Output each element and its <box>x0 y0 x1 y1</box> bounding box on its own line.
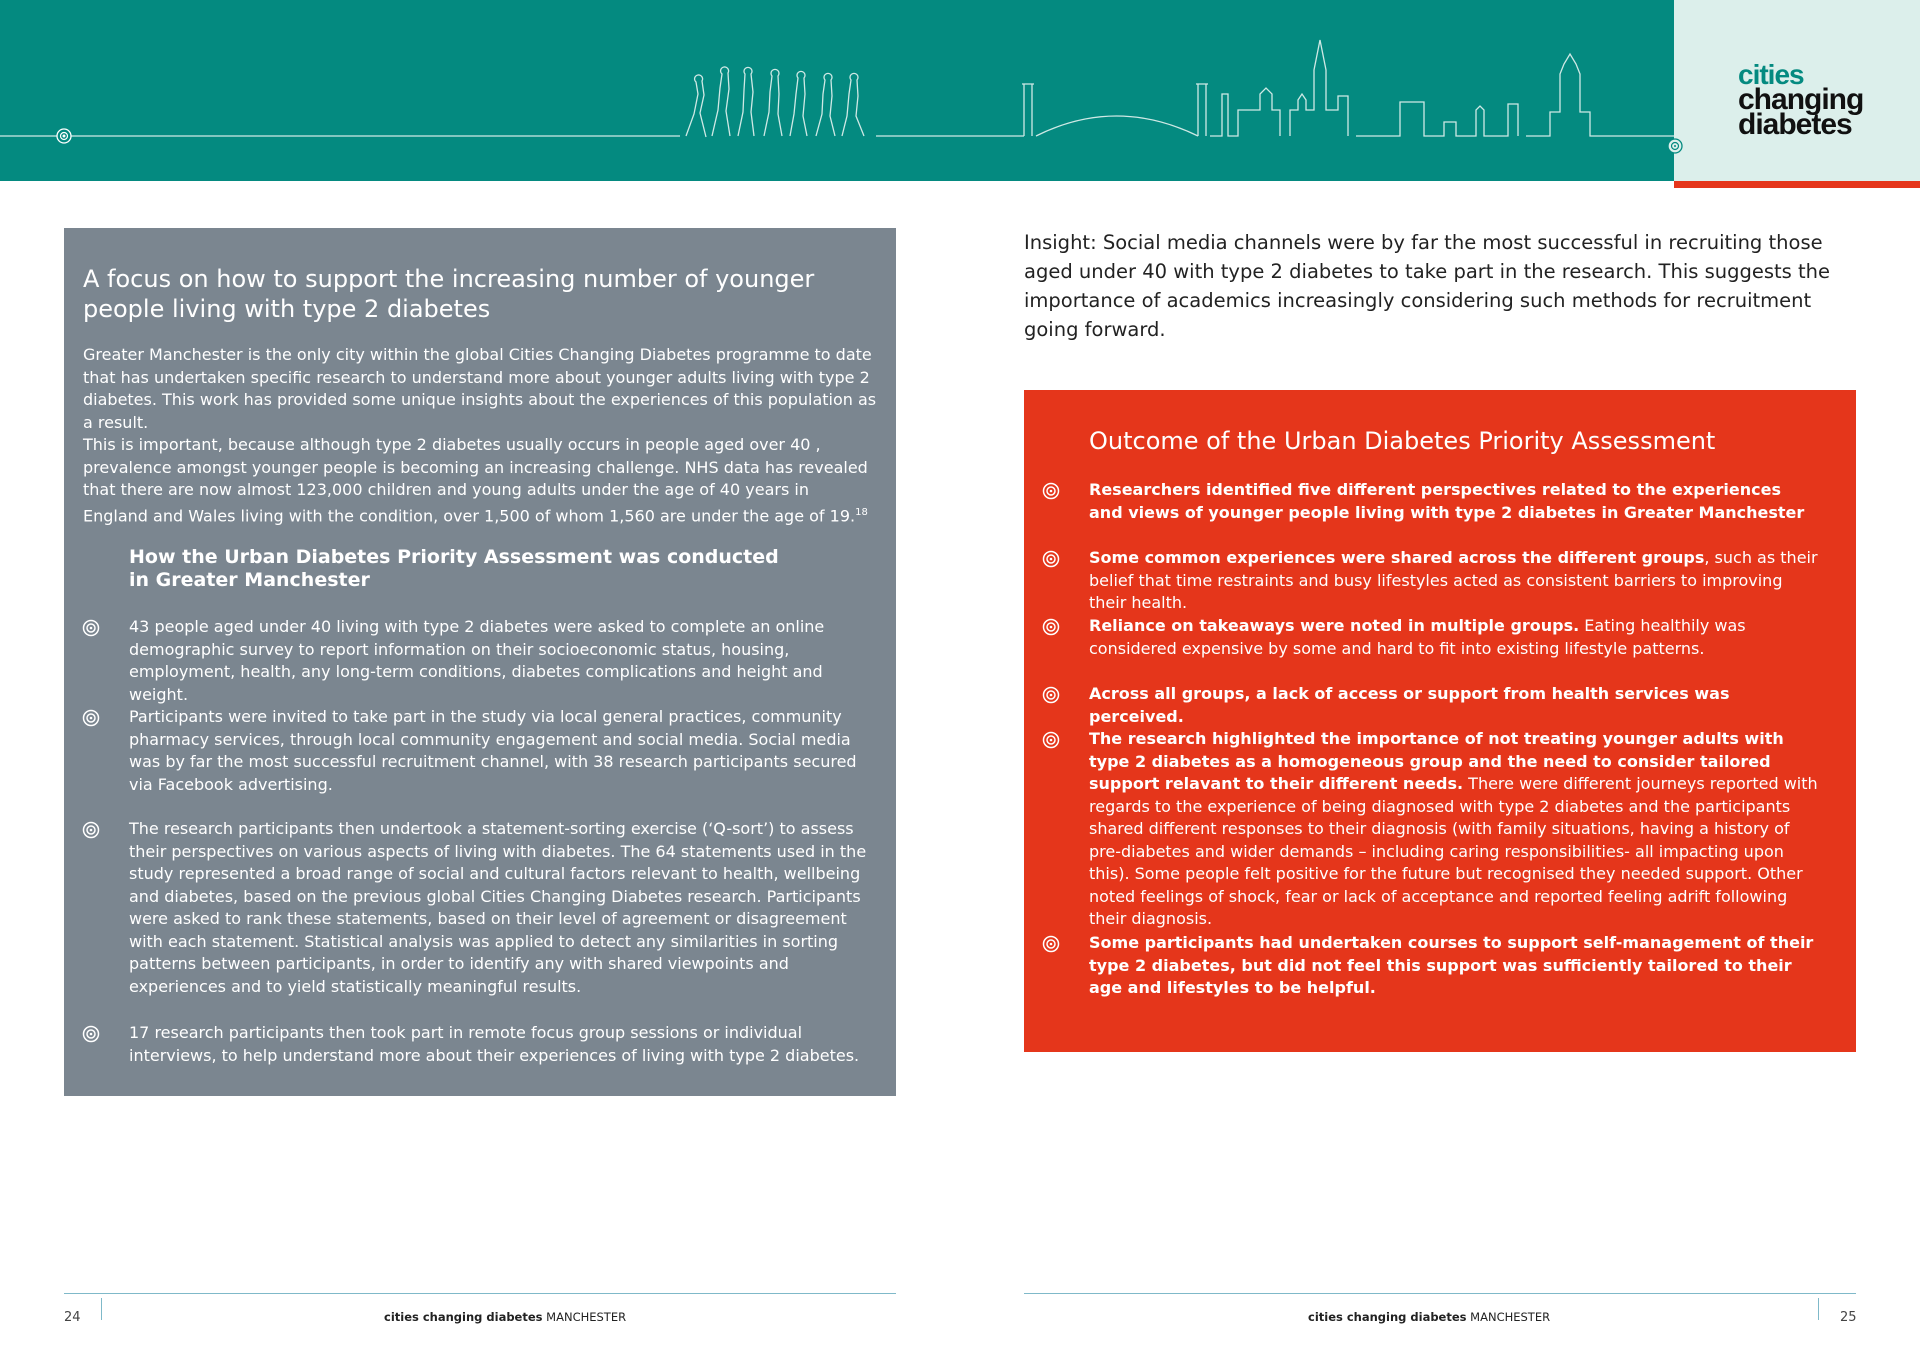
method-bullet: Participants were invited to take part in the study via local general practices, community pharmacy services, through local community engagement and social media. Social media was by far the most successful recruitment channel, with 38 research participants secured via Facebook advertising. <box>129 707 857 794</box>
intro-paragraph: Greater Manchester is the only city within the global Cities Changing Diabetes programme to date that has undertaken specific research to understand more about younger adults living with type 2 diabetes. This work has provided some unique insights about the experiences of this population as a result. <box>83 345 877 432</box>
target-bullet-icon <box>82 821 100 839</box>
target-bullet-icon <box>1042 686 1060 704</box>
outcome-item-bold: Some participants had undertaken courses to support self-management of their type 2 diabetes, but did not feel this support was sufficiently tailored to their age and lifestyles to be helpful. <box>1089 933 1814 997</box>
outcome-item-bold: The research highlighted the importance of not treating younger adults with type 2 diabetes as a homogeneous group and the need to consider tailored support relavant to their different needs. <box>1089 729 1784 793</box>
logo-line-cities: cities <box>1738 59 1804 90</box>
panel-heading: A focus on how to support the increasing number of younger people living with type 2 diabetes <box>83 265 815 323</box>
outcome-panel <box>1024 390 1856 1052</box>
prevalence-paragraph <box>83 434 878 527</box>
outcome-item-bold: Reliance on takeaways were noted in multiple groups. <box>1089 616 1580 635</box>
target-bullet-icon <box>1042 731 1060 749</box>
outcome-item <box>1089 932 1819 1000</box>
logo-accent-bar <box>1674 181 1920 188</box>
outcome-item-text: There were different journeys reported with regards to the experience of being diagnosed with type 2 diabetes and the participants shared different responses to their diagnosis (with family situations, having a history of pre-diabetes and wider demands – including caring responsibilities- all impacting upon this). Some people felt positive for the future but recognised they needed support. Other noted feelings of shock, fear or lack of acceptance and reported feeling adrift following their diagnosis. <box>1089 774 1818 928</box>
target-bullet-icon <box>1042 550 1060 568</box>
outcome-item-bold: Researchers identified five different perspectives related to the experiences and views of younger people living with type 2 diabetes in Greater Manchester <box>1089 480 1805 522</box>
outcome-item <box>1089 547 1819 615</box>
insight-statement: Insight: Social media channels were by far the most successful in recruiting those aged under 40 with type 2 diabetes to take part in the research. This suggests the importance of academics increasingly considering such methods for recruitment going forward. <box>1024 231 1831 341</box>
target-bullet-icon <box>1042 935 1060 953</box>
outcome-item <box>1089 683 1819 728</box>
method-bullet: 17 research participants then took part in remote focus group sessions or individual interviews, to help understand more about their experiences of living with type 2 diabetes. <box>129 1023 860 1065</box>
footer-rule-right <box>1024 1293 1856 1294</box>
outcome-heading: Outcome of the Urban Diabetes Priority Assessment <box>1089 427 1716 455</box>
method-bullet: The research participants then undertook a statement-sorting exercise (‘Q-sort’) to assess their perspectives on various aspects of living with diabetes. The 64 statements used in the study represented a broad range of social and cultural factors relevant to health, wellbeing and diabetes, based on the previous global Cities Changing Diabetes research. Participants were asked to rank these statements, based on their level of agreement or disagreement with each statement. Statistical analysis was applied to detect any similarities in sorting patterns between participants, in order to identify any with shared viewpoints and experiences and to yield statistically meaningful results. <box>129 819 867 996</box>
target-bullet-icon <box>1042 482 1060 500</box>
footer-brand-name: cities changing diabetes <box>384 1310 543 1324</box>
outcome-item <box>1089 615 1819 660</box>
footer-brand-left <box>384 1310 626 1324</box>
walking-people-icon <box>686 67 864 137</box>
prevalence-text: This is important, because although type 2 diabetes usually occurs in people aged over 40 , prevalence amongst younger people is becoming an increasing challenge. NHS data has revealed that there are now almost 123,000 children and young adults under the age of 40 years in England and Wales living with the condition, over 1,500 of whom 1,560 are under the age of 19. <box>83 435 868 525</box>
outcome-item-text: Eating healthily was considered expensive by some and hard to fit into existing lifestyle patterns. <box>1089 616 1746 658</box>
method-bullet: 43 people aged under 40 living with type 2 diabetes were asked to complete an online demographic survey to report information on their socioeconomic status, housing, employment, health, any long-term conditions, diabetes complications and height and weight. <box>129 617 825 704</box>
footer-tick-left <box>101 1298 102 1320</box>
brand-logo <box>1738 59 1908 141</box>
logo-line-changing: changing <box>1738 83 1864 116</box>
method-subheading: How the Urban Diabetes Priority Assessment was conducted in Greater Manchester <box>129 546 779 591</box>
target-marker-icon <box>57 129 71 143</box>
research-focus-panel <box>64 228 896 1096</box>
footer-brand-city: MANCHESTER <box>1470 1310 1551 1324</box>
target-bullet-icon <box>82 619 100 637</box>
footer-tick-right <box>1818 1298 1819 1320</box>
outcome-item <box>1089 728 1819 931</box>
footer-brand-city: MANCHESTER <box>546 1310 627 1324</box>
footer-rule-left <box>64 1293 896 1294</box>
outcome-item-text: , such as their belief that time restraints and busy lifestyles acted as consistent barriers to improving their health. <box>1089 548 1818 612</box>
page-number-left: 24 <box>64 1310 81 1325</box>
footer-brand-right <box>1308 1310 1550 1324</box>
outcome-item-bold: Across all groups, a lack of access or support from health services was perceived. <box>1089 684 1730 726</box>
target-marker-icon <box>1667 138 1683 154</box>
target-bullet-icon <box>82 1025 100 1043</box>
footer-brand-name: cities changing diabetes <box>1308 1310 1467 1324</box>
outcome-item-bold: Some common experiences were shared across the different groups <box>1089 548 1705 567</box>
logo-line-diabetes: diabetes <box>1738 108 1852 141</box>
target-bullet-icon <box>1042 618 1060 636</box>
page-number-right: 25 <box>1840 1310 1857 1325</box>
skyline-illustration <box>0 0 1674 181</box>
target-bullet-icon <box>82 709 100 727</box>
footnote-ref: 18 <box>855 506 868 518</box>
outcome-item <box>1089 479 1819 524</box>
